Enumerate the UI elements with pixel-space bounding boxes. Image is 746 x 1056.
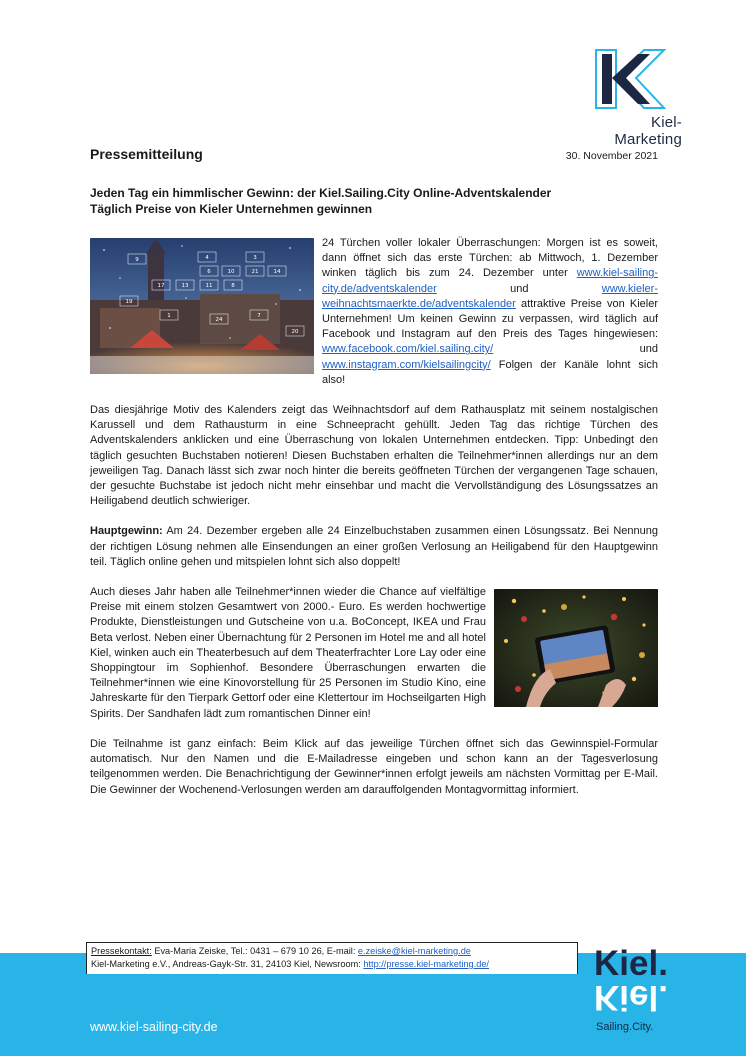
document-title: Pressemitteilung — [90, 146, 203, 162]
door-number[interactable]: 4 — [205, 255, 209, 261]
footer-url[interactable]: www.kiel-sailing-city.de — [90, 1020, 218, 1034]
kiel-marketing-logo-mark — [592, 48, 676, 110]
kiel-logo-main: Kiel. — [594, 944, 668, 983]
door-number[interactable]: 20 — [291, 329, 299, 335]
link-instagram[interactable]: www.instagram.com/kielsailingcity/ — [322, 358, 491, 371]
paragraph-main-prize: Hauptgewinn: Am 24. Dezember ergeben alle 24 Einzelbuchstaben zusammen einen Lösungssatz. Bei Nennung der richtigen Lösung nehmen alle Einsendungen an einer großen Verlosung an Heiligabend für den Hauptgewinn teil. Täglich online gehen und mitspielen lohnt sich also doppelt! — [90, 525, 658, 568]
door-number[interactable]: 7 — [257, 313, 261, 319]
body-text — [90, 236, 658, 813]
door-number[interactable]: 13 — [181, 283, 189, 289]
document-date: 30. November 2021 — [565, 150, 658, 162]
door-number[interactable]: 1 — [167, 313, 171, 319]
door-number[interactable]: 14 — [273, 269, 281, 275]
door-number[interactable]: 8 — [231, 283, 235, 289]
link-adventskalender-weihnachtsmaerkte[interactable]: www.kieler-weihnachtsmaerkte.de/adventskalender — [322, 282, 658, 310]
contact-email-link[interactable]: e.zeiske@kiel-marketing.de — [357, 946, 471, 956]
headline-line-2: Täglich Preise von Kieler Unternehmen gewinnen — [90, 202, 373, 216]
paragraph-prizes: Auch dieses Jahr haben alle Teilnehmer*innen wieder die Chance auf vielfältige Preise mit einem stolzen Gesamtwert von 2000.- Euro. Es werden hochwertige Produkte, Dienstleistungen und Gutscheine von u.a. BoConcept, IKEA und Frau Beta verlost. Neben einer Übernachtung für 2 Personen im Hotel me and all hotel Kiel, winken auch ein Theaterbesuch auf dem Theaterfrachter Lore Lay oder eine Shoppingtour im Sophienhof. Besondere Überraschungen erwarten die Teilnehmer*innen wie eine Kinovorstellung für 25 Personen im Studio Kino, eine Jahreskarte für den Tierpark Gettorf oder eine Klettertour im Hochseilgarten High Spirits. Der Sandhafen lädt zum romantischen Dinner ein! — [90, 585, 658, 722]
main-prize-label: Hauptgewinn: — [90, 525, 163, 538]
door-number[interactable]: 21 — [251, 269, 259, 275]
paragraph-motif: Das diesjährige Motiv des Kalenders zeigt das Weihnachtsdorf auf dem Rathausplatz mit seinem nostalgischen Karussell und dem Rathausturm in eine Schneepracht gehüllt. Jeden Tag das richtige Türchen des Adventskalenders anklicken und eine Überraschung von lokalen Unternehmen entdecken. Tipp: Unbedingt den täglich gesuchten Buchstaben notieren! Diesen Buchstaben erhalten die Teilnehmer*innen allerdings nur an dem jeweiligen Tag. Danach lässt sich zwar noch hinter die bereits geöffneten Türchen der vergangenen Tage schauen, der gesuchte Buchstabe ist jedoch nicht mehr einsehbar und macht die Vervollständigung des Lösungssatzes an Heiligabend deutlich schwieriger. — [90, 404, 658, 508]
contact-line-1: Pressekontakt: Eva-Maria Zeiske, Tel.: 0431 – 679 10 26, E-mail: e.zeiske@kiel-marketing.de — [91, 946, 471, 956]
door-number[interactable]: 9 — [135, 257, 139, 263]
door-number[interactable]: 6 — [207, 269, 211, 275]
door-number[interactable]: 3 — [253, 255, 257, 261]
kiel-sailing-city-logo — [594, 944, 688, 1038]
door-number[interactable]: 24 — [215, 317, 223, 323]
header-row — [90, 146, 658, 168]
press-contact-box — [86, 942, 578, 974]
headline-line-1: Jeden Tag ein himmlischer Gewinn: der Kiel.Sailing.City Online-Adventskalender — [90, 186, 552, 200]
newsroom-link[interactable]: http://presse.kiel-marketing.de/ — [363, 959, 489, 969]
tablet-christmas-tree-image — [494, 589, 658, 712]
link-adventskalender-kiel-sailing-city[interactable]: www.kiel-sailing-city.de/adventskalender — [322, 267, 658, 295]
kiel-marketing-logo-text: Kiel-Marketing — [614, 114, 682, 148]
kiel-marketing-logo — [586, 48, 682, 148]
kiel-logo-tagline: Sailing.City. — [596, 1021, 654, 1033]
press-contact-label: Pressekontakt: — [91, 946, 152, 956]
contact-line-2: Kiel-Marketing e.V., Andreas-Gayk-Str. 31, 24103 Kiel, Newsroom: http://presse.kiel-marketing.de/ — [91, 959, 489, 969]
paragraph-intro: 9 4 3 6 10 21 14 17 13 11 8 19 1 24 7 20 24 Türchen voller lokaler Überraschungen: Morgen ist es soweit, dann öffnet sich das erste Türchen: ab Mittwoch, 1. Dezember winken täglich bis zum 24. Dezember unter www.kiel-sailing-city.de/adventskalender und www.kieler-weihnachtsmaerkte.de/adventskalender attraktive Preise von Kieler Unternehmen! Um keinen Gewinn zu verpassen, wird täglich auf Facebook und Instagram auf den Preis des Tages hingewiesen: www.facebook.com/kiel.sailing.city/ und www.instagram.com/kielsailingcity/ Folgen der Kanäle lohnt sich also! — [90, 236, 658, 388]
door-number[interactable]: 17 — [157, 283, 165, 289]
link-facebook[interactable]: www.facebook.com/kiel.sailing.city/ — [322, 343, 494, 356]
door-number[interactable]: 11 — [205, 283, 213, 289]
door-number[interactable]: 19 — [125, 299, 133, 305]
door-number[interactable]: 10 — [227, 269, 235, 275]
advent-calendar-image — [90, 238, 314, 379]
kiel-logo-reflection: Kiel. — [594, 978, 668, 1017]
headline — [90, 185, 658, 217]
paragraph-participation: Die Teilnahme ist ganz einfach: Beim Klick auf das jeweilige Türchen öffnet sich das Gewinnspiel-Formular automatisch. Nur den Namen und die E-Mailadresse eingeben und schon kann an der Tagesverlosung teilgenommen werden. Die Benachrichtigung der Gewinner*innen erfolgt jeweils am nächsten Vormittag per E-Mail. Die Gewinner der Wochenend-Verlosungen werden am darauffolgenden Montagvormittag informiert. — [90, 737, 658, 796]
